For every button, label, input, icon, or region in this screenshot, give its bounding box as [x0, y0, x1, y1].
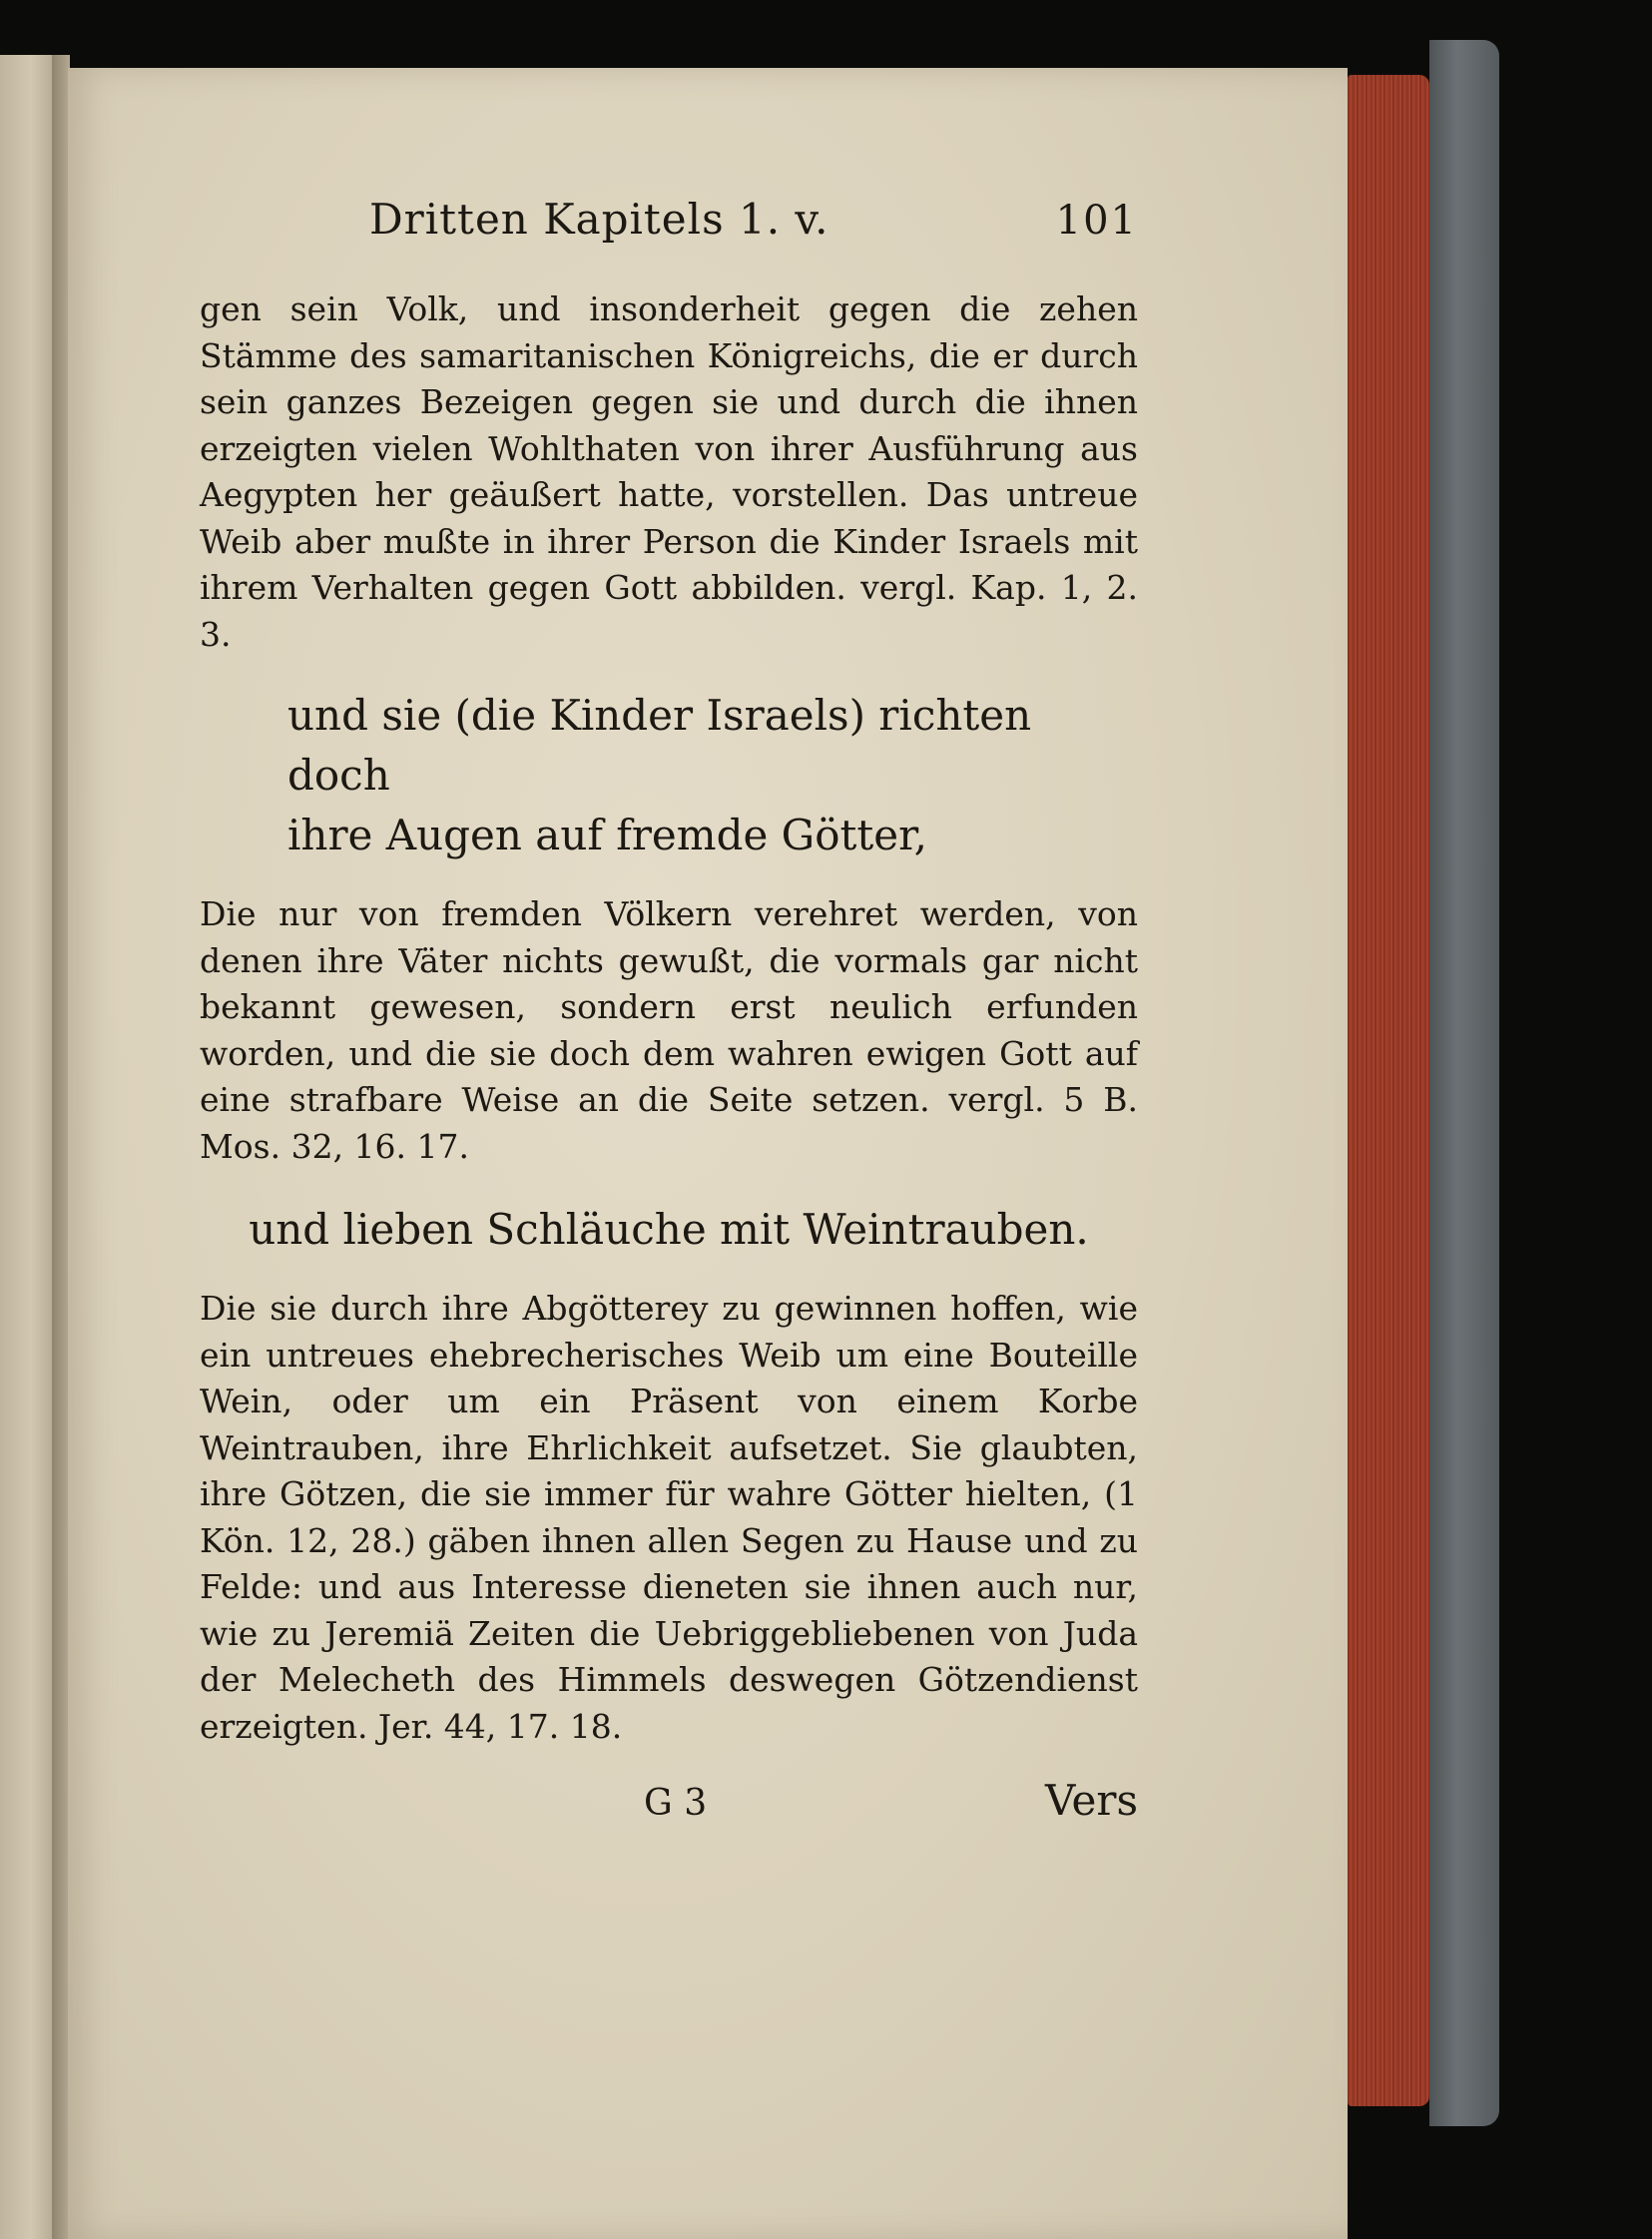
verse-quote-1	[200, 686, 1138, 865]
running-title: Dritten Kapitels 1. v.	[369, 195, 829, 244]
verse-quote-2: und lieben Schläuche mit Weintrauben.	[249, 1205, 1089, 1254]
commentary-paragraph-2: Die nur von fremden Völkern verehret werden, von denen ihre Väter nichts gewußt, die vormals gar nicht bekannt gewesen, sondern erst neulich erfunden worden, und die sie doch dem wahren ewigen Gott auf eine strafbare Weise an die Seite setzen. vergl. 5 B. Mos. 32, 16. 17.	[200, 894, 1138, 1166]
previous-page-edge	[0, 55, 52, 2239]
signature-mark: G 3	[644, 1783, 708, 1824]
page-header	[200, 195, 1138, 265]
commentary-paragraph-1: gen sein Volk, und insonderheit gegen die zehen Stämme des samaritanischen Königreichs, die er durch sein ganzes Bezeigen gegen sie und durch die ihnen erzeigten vielen Wohlthaten von ihrer Ausführung aus Aegypten her geäußert hatte, vorstellen. Das untreue Weib aber mußte in ihrer Person die Kinder Israels mit ihrem Verhalten gegen Gott abbilden. vergl. Kap. 1, 2. 3.	[200, 289, 1138, 654]
book-cover-board	[1429, 40, 1499, 2126]
page-number: 101	[1055, 198, 1138, 244]
commentary-paragraph-3: Die sie durch ihre Abgötterey zu gewinnen hoffen, wie ein untreues ehebrecherisches Weib um eine Bouteille Wein, oder um ein Präsent von einem Korbe Weintrauben, ihre Ehrlichkeit aufsetzet. Sie glaubten, ihre Götzen, die sie immer für wahre Götter hielten, (1 Kön. 12, 28.) gäben ihnen allen Segen zu Hause und zu Felde: und aus Interesse dieneten sie ihnen auch nur, wie zu Jeremiä Zeiten die Uebriggebliebenen von Juda der Melecheth des Himmels deswegen Götzendienst erzeigten. Jer. 44, 17. 18.	[200, 1289, 1138, 1746]
page-text-block	[200, 195, 1138, 1836]
catchword: Vers	[1045, 1776, 1138, 1825]
verse-quote-1-line-2: ihre Augen auf fremde Götter,	[287, 811, 927, 859]
page-footer	[200, 1776, 1138, 1836]
red-page-edges	[1348, 75, 1429, 2106]
verse-quote-1-line-1: und sie (die Kinder Israels) richten doch	[287, 691, 1032, 800]
